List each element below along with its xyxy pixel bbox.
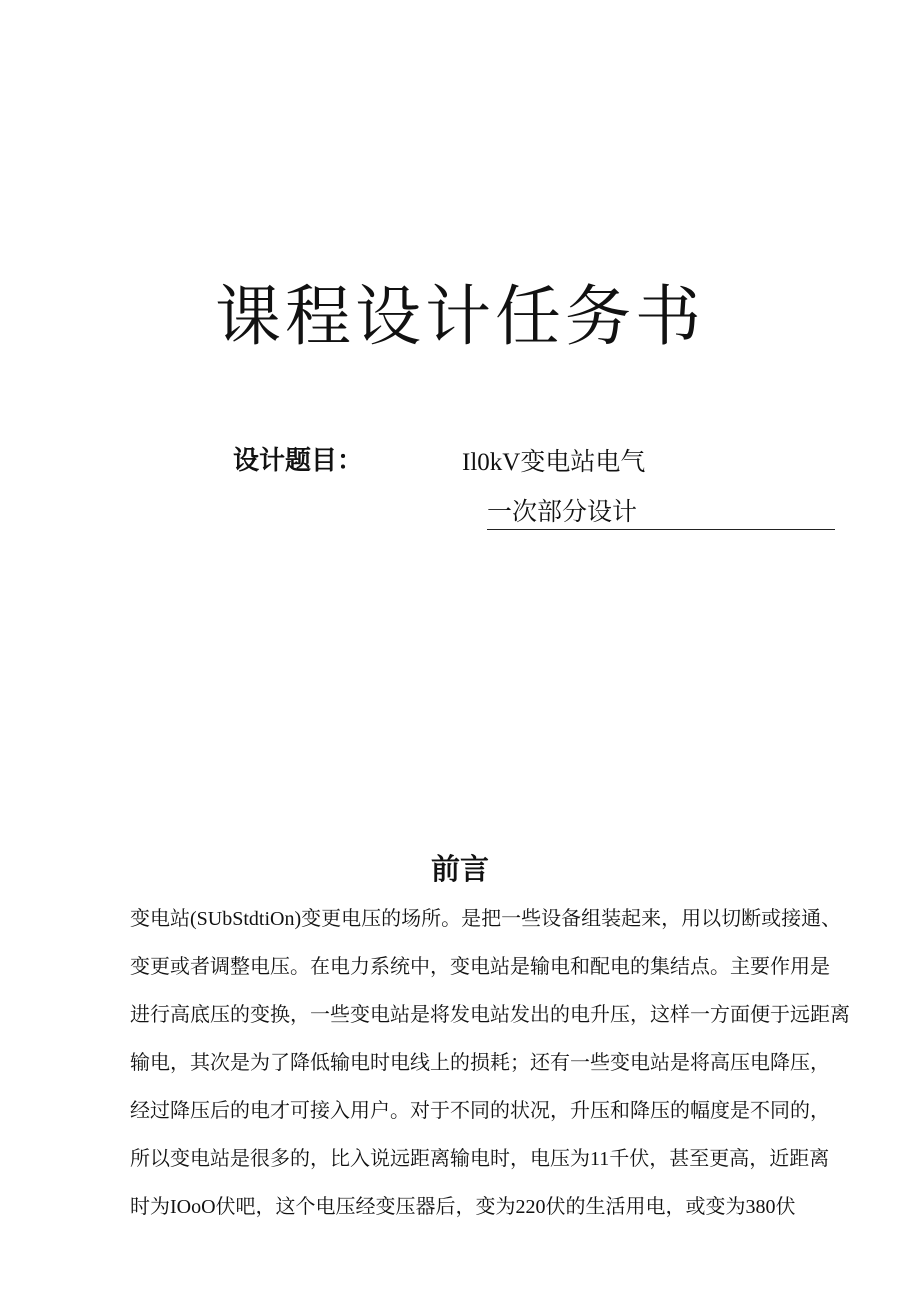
preface-line: 输电，其次是为了降低输电时电线上的损耗；还有一些变电站是将高压电降压， — [130, 1052, 830, 1074]
design-topic-line-1: Il0kV变电站电气 — [462, 449, 646, 476]
preface-heading: 前言 — [430, 852, 489, 887]
preface-line: 经过降压后的电才可接入用户。对于不同的状况，升压和降压的幅度是不同的， — [130, 1100, 830, 1122]
preface-line: 变更或者调整电压。在电力系统中，变电站是输电和配电的集结点。主要作用是 — [130, 956, 830, 978]
preface-line: 进行高底压的变换，一些变电站是将发电站发出的电升压，这样一方面便于远距离 — [130, 1004, 850, 1026]
preface-body — [130, 895, 850, 1231]
preface-line: 变电站(SUbStdtiOn)变更电压的场所。是把一些设备组装起来，用以切断或接通、 — [130, 908, 842, 930]
design-topic-line-2: 一次部分设计 — [487, 498, 835, 530]
document-title: 课程设计任务书 — [215, 278, 705, 356]
preface-line: 所以变电站是很多的，比入说远距离输电时，电压为11千伏，甚至更高，近距离 — [130, 1148, 830, 1170]
preface-line: 时为IOoO伏吧，这个电压经变压器后，变为220伏的生活用电，或变为380伏 — [130, 1196, 796, 1218]
design-topic-label: 设计题目： — [233, 446, 364, 476]
